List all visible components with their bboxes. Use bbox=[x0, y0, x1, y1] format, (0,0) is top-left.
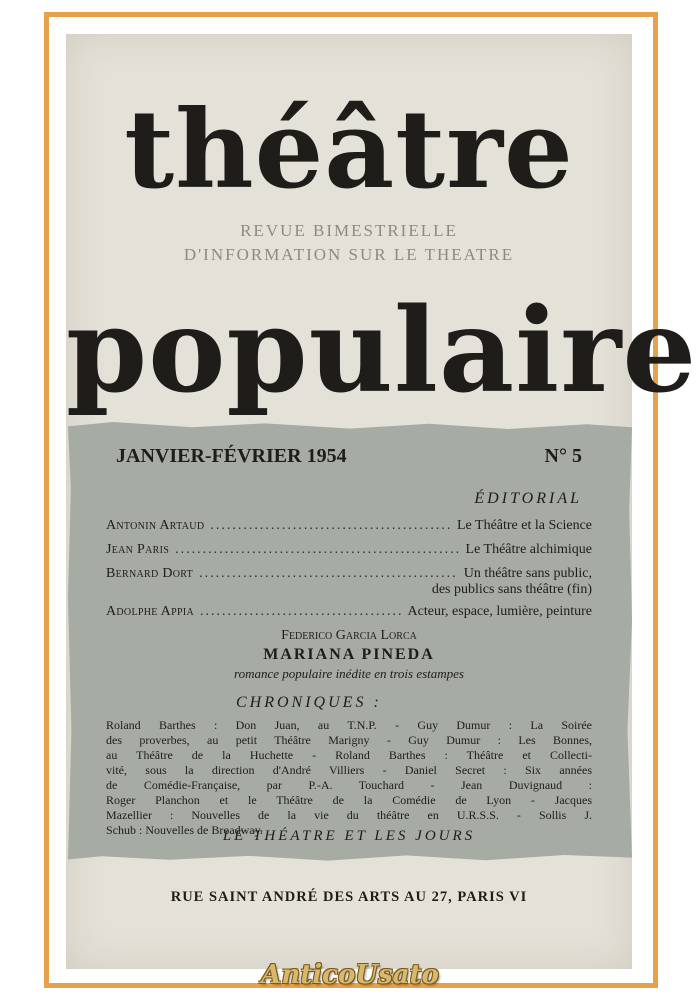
contents-author: Antonin Artaud bbox=[106, 518, 205, 533]
chroniques-text bbox=[106, 718, 592, 838]
chroniques-line: des proverbes, au petit Théâtre Marigny - Guy Dumur : Les Bonnes, bbox=[106, 733, 592, 747]
feature-title: MARIANA PINEDA bbox=[263, 646, 435, 663]
cover-title-top: théâtre bbox=[124, 87, 574, 213]
contents-title: Le Théâtre alchimique bbox=[465, 542, 592, 557]
issue-date: JANVIER-FÉVRIER 1954 bbox=[116, 445, 347, 467]
chroniques-line: Roger Planchon et le Théâtre de la Comédie de Lyon - Jacques bbox=[106, 793, 592, 807]
contents-author: Bernard Dort bbox=[106, 566, 194, 581]
contents-entry bbox=[106, 542, 592, 558]
cover-title-bottom: populaire bbox=[66, 283, 698, 419]
publisher-address: RUE SAINT ANDRÉ DES ARTS AU 27, PARIS VI bbox=[170, 889, 528, 905]
contents-entry bbox=[106, 518, 592, 534]
chroniques-line: Schub : Nouvelles de Broadway. bbox=[106, 823, 263, 837]
leader-dots bbox=[200, 604, 402, 620]
contents-entry bbox=[106, 604, 592, 620]
contents-title: Un théâtre sans public, bbox=[463, 566, 592, 581]
leader-dots bbox=[210, 518, 451, 534]
contents-entry bbox=[106, 566, 592, 598]
contents-author: Adolphe Appia bbox=[106, 604, 194, 619]
chroniques-line: Mazellier : Nouvelles de la vie du théâtre en U.R.S.S. - Sollis J. bbox=[106, 808, 592, 822]
chroniques-line: Roland Barthes : Don Juan, au T.N.P. - Guy Dumur : La Soirée bbox=[106, 718, 592, 732]
editorial-heading: ÉDITORIAL bbox=[474, 490, 582, 507]
feature-author: Federico Garcia Lorca bbox=[281, 628, 417, 643]
chroniques-line: vité, sous la direction d'André Villiers - Daniel Secret : Six années bbox=[106, 763, 592, 777]
contents-title-continued: des publics sans théâtre (fin) bbox=[431, 582, 592, 597]
chroniques-line: de Comédie-Française, par P.-A. Touchard - Jean Duvignaud : bbox=[106, 778, 592, 792]
contents-title: Acteur, espace, lumière, peinture bbox=[407, 604, 592, 619]
contents-author: Jean Paris bbox=[106, 542, 170, 557]
issue-number: N° 5 bbox=[544, 445, 582, 467]
cover-subtitle-line-2: D'INFORMATION SUR LE THEATRE bbox=[183, 245, 515, 264]
magazine-cover bbox=[66, 34, 698, 969]
shop-watermark-logo: AnticoUsato bbox=[261, 960, 439, 990]
feature-subtitle: romance populaire inédite en trois estampes bbox=[234, 666, 464, 681]
leader-dots bbox=[175, 542, 459, 558]
section-footer: LE THÉATRE ET LES JOURS bbox=[222, 828, 476, 844]
chroniques-line: au Théâtre de la Huchette - Roland Barthes : Théâtre et Collecti- bbox=[106, 748, 592, 762]
chroniques-heading: CHRONIQUES : bbox=[236, 694, 382, 711]
contents-title: Le Théâtre et la Science bbox=[457, 518, 592, 533]
cover-subtitle-line-1: REVUE BIMESTRIELLE bbox=[240, 221, 458, 240]
leader-dots bbox=[199, 566, 458, 582]
